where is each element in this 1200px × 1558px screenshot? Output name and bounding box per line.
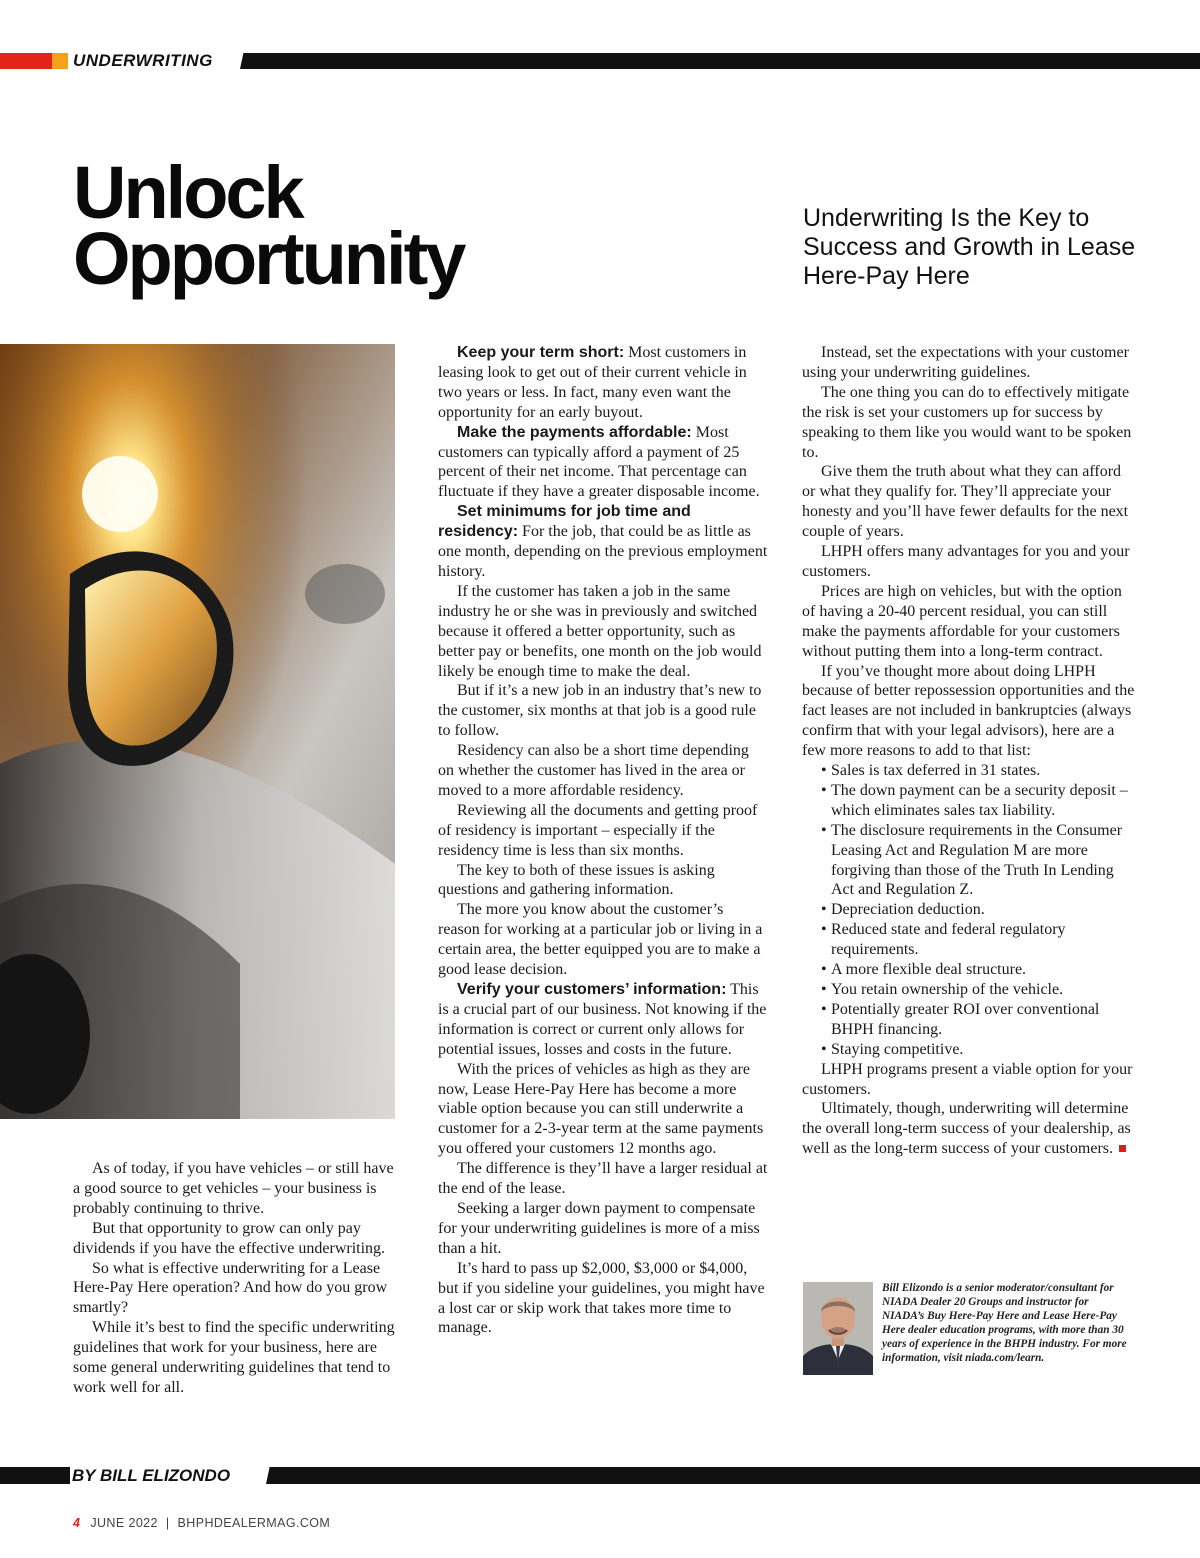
list-item: • A more flexible deal structure. — [802, 960, 1137, 980]
run-in-heading: Set minimums for job time and residency: — [438, 503, 691, 541]
article-column-1 — [73, 1159, 403, 1398]
paragraph: But that opportunity to grow can only pay dividends if you have the effective underwriting. — [73, 1219, 386, 1257]
list-item: • You retain ownership of the vehicle. — [802, 980, 1137, 1000]
page-number: 4 — [73, 1516, 81, 1530]
list-item: • Reduced state and federal regulatory requirements. — [802, 920, 1137, 960]
paragraph: Give them the truth about what they can afford or what they qualify for. They’ll appreciate your honesty and you’ll have fewer defaults for the next couple of years. — [802, 463, 1129, 541]
list-item: • Potentially greater ROI over conventional BHPH financing. — [802, 1000, 1137, 1040]
end-of-article-mark — [1119, 1145, 1126, 1152]
accent-red-block — [0, 53, 52, 69]
website: BHPHDEALERMAG.COM — [177, 1516, 331, 1530]
paragraph: With the prices of vehicles as high as they are now, Lease Here-Pay Here has become a more viable option because you can still underwrite a customer for a 2-3-year term at the same payments you offered your customers 12 months ago. — [438, 1060, 764, 1158]
byline-rule-right — [266, 1467, 1200, 1484]
paragraph: Keep your term short: Most customers in leasing look to get out of their current vehicle in two years or less. In fact, many even want the opportunity for an early buyout. — [438, 344, 747, 421]
accent-orange-block — [52, 53, 68, 69]
paragraph: Instead, set the expectations with your customer using your underwriting guidelines. — [802, 344, 1129, 381]
author-portrait — [803, 1282, 873, 1375]
footer-separator: | — [165, 1516, 170, 1530]
list-item: • Sales is tax deferred in 31 states. — [802, 761, 1137, 781]
paragraph: It’s hard to pass up $2,000, $3,000 or $4,000, but if you sideline your guidelines, you might have a lost car or skip work that takes more time to manage. — [438, 1259, 765, 1337]
advantages-list — [802, 761, 1137, 1060]
run-in-heading: Keep your term short: — [457, 344, 625, 361]
list-item: • Depreciation deduction. — [802, 900, 1137, 920]
paragraph: But if it’s a new job in an industry that’s new to the customer, six months at that job is a good rule to follow. — [438, 682, 762, 740]
title-line-1: Unlock — [73, 151, 302, 234]
paragraph: Prices are high on vehicles, but with the option of having a 20-40 percent residual, you can still make the payments affordable for your customers without putting them into a long-term contract. — [802, 582, 1122, 660]
feature-photo — [0, 344, 395, 1119]
byline-rule-left — [0, 1467, 70, 1484]
paragraph: While it’s best to find the specific underwriting guidelines that work for your business, here are some general underwriting guidelines that tend to work well for all. — [73, 1319, 395, 1396]
paragraph: So what is effective underwriting for a Lease Here-Pay Here operation? And how do you grow smartly? — [73, 1259, 388, 1317]
title-line-2: Opportunity — [73, 217, 464, 300]
page-title — [73, 151, 464, 300]
byline: BY BILL ELIZONDO — [70, 1466, 236, 1485]
list-item: • Staying competitive. — [802, 1040, 1137, 1060]
paragraph: The one thing you can do to effectively mitigate the risk is set your customers up for success by speaking to them like you would want to be spoken to. — [802, 383, 1132, 461]
run-in-heading: Make the payments affordable: — [457, 423, 692, 441]
paragraph: Ultimately, though, underwriting will determine the overall long-term success of your dealership, as well as the long-term success of your customers. — [802, 1100, 1131, 1158]
paragraph: Verify your customers’ information: This is a crucial part of our business. Not knowing if the information is correct or current only allows for potential issues, losses and costs in the future. — [438, 981, 767, 1058]
paragraph: Residency can also be a short time depending on whether the customer has lived in the area or moved to a more affordable residency. — [438, 742, 749, 799]
article-column-2 — [438, 343, 768, 1338]
article-column-3 — [802, 343, 1137, 1159]
paragraph: LHPH programs present a viable option for your customers. — [802, 1060, 1133, 1098]
list-item: • The disclosure requirements in the Consumer Leasing Act and Regulation M are more forgiving than those of the Truth In Lending Act and Regulation Z. — [802, 821, 1137, 901]
page-footer — [73, 1516, 330, 1530]
section-label: UNDERWRITING — [73, 52, 219, 70]
paragraph: LHPH offers many advantages for you and your customers. — [802, 543, 1130, 580]
list-item: • The down payment can be a security deposit – which eliminates sales tax liability. — [802, 781, 1137, 821]
author-photo — [803, 1282, 873, 1375]
paragraph: The key to both of these issues is asking questions and gathering information. — [438, 861, 715, 899]
paragraph: Set minimums for job time and residency: For the job, that could be as little as one month, depending on the previous employment history. — [438, 503, 768, 580]
paragraph: The difference is they’ll have a larger residual at the end of the lease. — [438, 1160, 768, 1198]
paragraph: The more you know about the customer’s reason for working at a particular job or living in a certain area, the better equipped you are to make a good lease decision. — [438, 901, 763, 979]
issue-date: JUNE 2022 — [90, 1516, 158, 1530]
paragraph: As of today, if you have vehicles – or still have a good source to get vehicles – your business is probably continuing to thrive. — [73, 1160, 394, 1217]
paragraph: If the customer has taken a job in the same industry he or she was in previously and switched because it offered a better opportunity, such as better pay or benefits, one month on the job would likely be enough time to make the deal. — [438, 582, 762, 680]
header-rule — [240, 53, 1200, 69]
paragraph: Reviewing all the documents and getting proof of residency is important – especially if the residency time is less than six months. — [438, 801, 758, 859]
paragraph: If you’ve thought more about doing LHPH because of better repossession opportunities and the fact leases are not included in bankruptcies (always confirm that with your legal advisors), here are a few more reasons to add to that list: — [802, 662, 1135, 760]
byline-bar — [0, 1467, 1200, 1484]
paragraph: Make the payments affordable: Most customers can typically afford a payment of 25 percent of their net income. That percentage can fluctuate if they have a greater disposable income. — [438, 423, 760, 501]
author-bio: Bill Elizondo is a senior moderator/consultant for NIADA Dealer 20 Groups and instructor for NIADA’s Buy Here-Pay Here and Lease Here-Pay Here dealer education programs, with more than 30 years of experience in the BHPH industry. For more information, visit niada.com/learn. — [882, 1282, 1127, 1364]
section-header-bar — [0, 53, 1200, 69]
paragraph: Seeking a larger down payment to compensate for your underwriting guidelines is more of a miss than a hit. — [438, 1199, 760, 1257]
run-in-heading: Verify your customers’ information: — [457, 981, 727, 998]
car-mirror-illustration — [0, 344, 395, 1119]
subheadline: Underwriting Is the Key to Success and Growth in Lease Here-Pay Here — [803, 204, 1136, 290]
